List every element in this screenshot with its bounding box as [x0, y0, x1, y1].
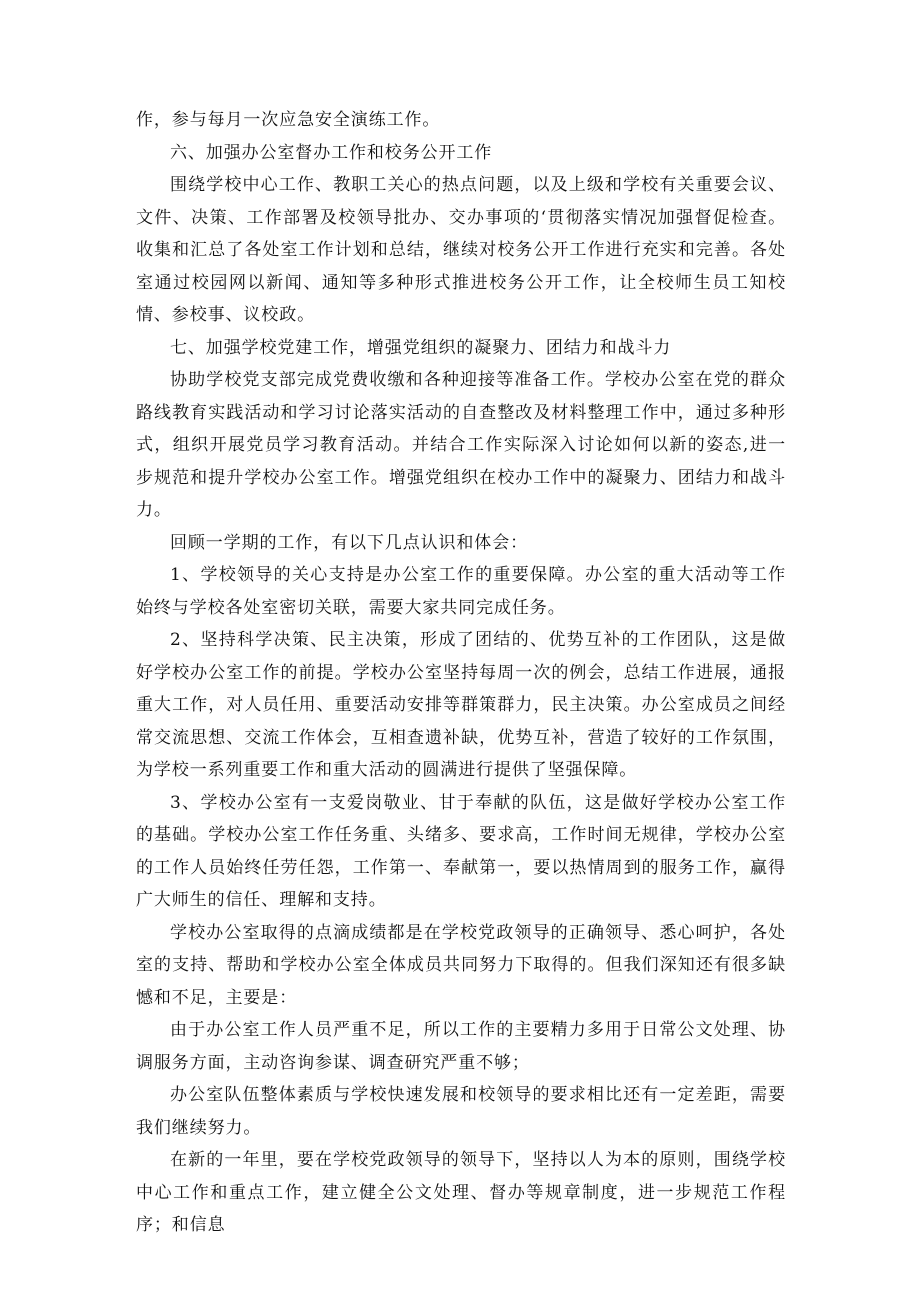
paragraph-point-1: 1、学校领导的关心支持是办公室工作的重要保障。办公室的重大活动等工作始终与学校各处室密切关联，需要大家共同完成任务。: [136, 565, 786, 618]
paragraph-shortcoming-1: 由于办公室工作人员严重不足，所以工作的主要精力多用于日常公文处理、协调服务方面，主动咨询参谋、调查研究严重不够；: [136, 1020, 786, 1073]
section-heading-7: 七、加强学校党建工作，增强党组织的凝聚力、团结力和战斗力: [170, 337, 672, 358]
paragraph-continuation: 作，参与每月一次应急安全演练工作。: [136, 110, 441, 130]
paragraph-achievements: 学校办公室取得的点滴成绩都是在学校党政领导的正确领导、悉心呵护，各处室的支持、帮助和学校办公室全体成员共同努力下取得的。但我们深知还有很多缺憾和不足，主要是：: [136, 922, 786, 1008]
paragraph-point-3: 3、学校办公室有一支爱岗敬业、甘于奉献的队伍，这是做好学校办公室工作的基础。学校办公室工作任务重、头绪多、要求高，工作时间无规律，学校办公室的工作人员始终任劳任怨，工作第一、奉献第一，要以热情周到的服务工作，赢得广大师生的信任、理解和支持。: [136, 792, 786, 910]
document-page: [136, 104, 786, 1242]
paragraph-party-building: 协助学校党支部完成党费收缴和各种迎接等准备工作。学校办公室在党的群众路线教育实践活动和学习讨论落实活动的自查整改及材料整理工作中，通过多种形式，组织开展党员学习教育活动。并结合工作实际深入讨论如何以新的姿态,进一步规范和提升学校办公室工作。增强党组织在校办工作中的凝聚力、团结力和战斗力。: [136, 370, 786, 520]
paragraph-new-year: 在新的一年里，要在学校党政领导的领导下，坚持以人为本的原则，围绕学校中心工作和重点工作，建立健全公文处理、督办等规章制度，进一步规范工作程序；和信息: [136, 1150, 786, 1235]
paragraph-point-2: 2、坚持科学决策、民主决策，形成了团结的、优势互补的工作团队，这是做好学校办公室工作的前提。学校办公室坚持每周一次的例会，总结工作进展，通报重大工作，对人员任用、重要活动安排等群策群力，民主决策。办公室成员之间经常交流思想、交流工作体会，互相查遗补缺，优势互补，营造了较好的工作氛围，为学校一系列重要工作和重大活动的圆满进行提供了坚强保障。: [136, 630, 786, 780]
paragraph-shortcoming-2: 办公室队伍整体素质与学校快速发展和校领导的要求相比还有一定差距，需要我们继续努力。: [136, 1085, 786, 1138]
section-heading-6: 六、加强办公室督办工作和校务公开工作: [170, 142, 493, 163]
paragraph-review-intro: 回顾一学期的工作，有以下几点认识和体会：: [170, 532, 528, 553]
paragraph-supervision: 围绕学校中心工作、教职工关心的热点问题，以及上级和学校有关重要会议、文件、决策、工作部署及校领导批办、交办事项的‘贯彻落实情况加强督促检查。收集和汇总了各处室工作计划和总结，继续对校务公开工作进行充实和完善。各处室通过校园网以新闻、通知等多种形式推进校务公开工作，让全校师生员工知校情、参校事、议校政。: [136, 175, 786, 325]
